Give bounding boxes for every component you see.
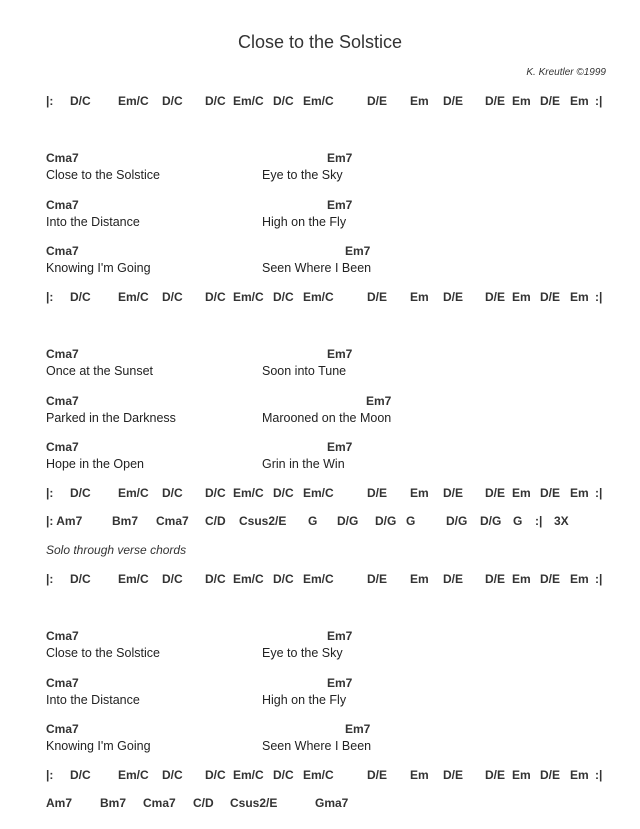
chord-label: :| bbox=[595, 768, 603, 782]
chord-label: G bbox=[308, 514, 318, 528]
lyric-right: Seen Where I Been bbox=[262, 261, 372, 275]
verse-chord-left: Cma7 bbox=[46, 393, 79, 408]
page-title: Close to the Solstice bbox=[237, 32, 403, 52]
chord-label: Em bbox=[512, 486, 531, 500]
chord-label: Bm7 bbox=[112, 514, 139, 528]
lyric-left: Parked in the Darkness bbox=[46, 410, 176, 425]
chord-label: G bbox=[513, 514, 523, 528]
chord-label: D/E bbox=[367, 290, 388, 304]
chord-label: D/E bbox=[367, 486, 388, 500]
chord-label: D/C bbox=[273, 94, 294, 108]
chord-label: Bm7 bbox=[100, 796, 127, 810]
chord-label: D/C bbox=[70, 572, 91, 586]
chord-label: D/C bbox=[273, 290, 294, 304]
chord-progression-row bbox=[0, 768, 640, 784]
chord-label: D/C bbox=[70, 486, 91, 500]
lyric-left: Into the Distance bbox=[46, 692, 140, 707]
verse-chord-left: Cma7 bbox=[46, 347, 79, 361]
chord-label: D/E bbox=[540, 290, 561, 304]
chord-label: :| bbox=[595, 290, 603, 304]
chord-label: D/E bbox=[367, 572, 388, 586]
chord-label: G bbox=[406, 514, 416, 528]
chord-label: 3X bbox=[554, 514, 569, 528]
verse-chord-left: Cma7 bbox=[46, 244, 79, 258]
chord-progression-row bbox=[0, 290, 640, 306]
chord-label: Em/C bbox=[233, 94, 264, 108]
chord-label: D/C bbox=[205, 486, 226, 500]
chord-label: D/G bbox=[480, 514, 502, 528]
verse-chord-right: Em7 bbox=[366, 393, 392, 408]
chord-label: D/E bbox=[485, 486, 506, 500]
lyric-left: Hope in the Open bbox=[46, 457, 144, 471]
chord-label: Em bbox=[570, 572, 589, 586]
chord-label: D/E bbox=[485, 572, 506, 586]
lyric-left: Knowing I'm Going bbox=[46, 261, 151, 275]
chord-label: :| bbox=[595, 572, 603, 586]
lyric-left: Knowing I'm Going bbox=[46, 739, 151, 753]
chord-label: Em bbox=[410, 572, 429, 586]
lyric-right: Eye to the Sky bbox=[262, 168, 343, 182]
chord-label: Em/C bbox=[303, 290, 334, 304]
chord-label: Em bbox=[512, 290, 531, 304]
chord-label: D/E bbox=[540, 768, 561, 782]
chord-label: D/C bbox=[162, 486, 183, 500]
chord-label: Em bbox=[570, 486, 589, 500]
lyric-right: High on the Fly bbox=[262, 214, 347, 229]
lyric-left: Once at the Sunset bbox=[46, 364, 154, 378]
chord-label: D/E bbox=[443, 486, 464, 500]
chord-label: D/C bbox=[70, 94, 91, 108]
chord-label: Cma7 bbox=[156, 514, 189, 528]
chord-label: Em bbox=[512, 768, 531, 782]
chord-label: D/G bbox=[375, 514, 397, 528]
verse-chord-right: Em7 bbox=[327, 347, 353, 361]
chord-label: |: bbox=[46, 572, 54, 586]
bridge-chord-row bbox=[0, 514, 640, 530]
lyric-right: Grin in the Win bbox=[262, 457, 345, 471]
verse-chord-left: Cma7 bbox=[46, 722, 79, 736]
verse-chord-right: Em7 bbox=[327, 151, 353, 165]
chord-label: D/E bbox=[485, 94, 506, 108]
chord-label: D/C bbox=[162, 94, 183, 108]
chord-label: D/E bbox=[540, 572, 561, 586]
ending-chord-row bbox=[0, 796, 640, 812]
chord-label: D/C bbox=[205, 290, 226, 304]
chord-label: Em/C bbox=[303, 486, 334, 500]
chord-label: Em bbox=[410, 486, 429, 500]
chord-label: D/C bbox=[162, 768, 183, 782]
verse-chord-right: Em7 bbox=[345, 244, 371, 258]
chord-label: |: bbox=[46, 290, 54, 304]
chord-label: Cma7 bbox=[143, 796, 176, 810]
chord-label: Em bbox=[410, 290, 429, 304]
chord-label: D/C bbox=[162, 290, 183, 304]
chord-label: D/E bbox=[485, 290, 506, 304]
verse-chord-right: Em7 bbox=[345, 722, 371, 736]
verse-chord-left: Cma7 bbox=[46, 440, 79, 454]
chord-label: Em/C bbox=[118, 572, 149, 586]
chord-label: |: bbox=[46, 486, 54, 500]
verse-chord-left: Cma7 bbox=[46, 675, 79, 690]
lyric-right: Soon into Tune bbox=[262, 364, 347, 378]
chord-label: Em/C bbox=[233, 572, 264, 586]
chord-label: D/E bbox=[485, 768, 506, 782]
verse-chord-left: Cma7 bbox=[46, 629, 79, 643]
chord-label: Em bbox=[570, 768, 589, 782]
chord-label: D/C bbox=[205, 572, 226, 586]
lyric-right: Eye to the Sky bbox=[262, 646, 343, 660]
lyric-left: Close to the Solstice bbox=[46, 168, 160, 182]
lyric-left: Into the Distance bbox=[46, 214, 140, 229]
chord-label: D/E bbox=[443, 94, 464, 108]
chord-label: D/E bbox=[443, 572, 464, 586]
verse-chord-right: Em7 bbox=[327, 629, 353, 643]
chord-label: D/C bbox=[273, 486, 294, 500]
chord-label: Em/C bbox=[233, 768, 264, 782]
chord-label: D/E bbox=[367, 768, 388, 782]
chord-label: :| bbox=[595, 486, 603, 500]
chord-label: :| bbox=[595, 94, 603, 108]
chord-label: Em/C bbox=[303, 768, 334, 782]
chord-label: Em bbox=[570, 94, 589, 108]
chord-label: Em/C bbox=[118, 486, 149, 500]
chord-progression-row bbox=[0, 486, 640, 502]
chord-label: |: bbox=[46, 94, 54, 108]
chord-label: D/G bbox=[446, 514, 468, 528]
chord-label: Em/C bbox=[303, 94, 334, 108]
chord-label: C/D bbox=[193, 796, 214, 810]
chord-label: |: bbox=[46, 768, 54, 782]
chord-label: Csus2/E bbox=[239, 514, 287, 528]
chord-label: D/C bbox=[273, 572, 294, 586]
verse-chord-left: Cma7 bbox=[46, 151, 79, 165]
chord-label: Em/C bbox=[118, 768, 149, 782]
chord-label: Gma7 bbox=[315, 796, 349, 810]
solo-note: Solo through verse chords bbox=[46, 543, 187, 557]
chord-label: D/C bbox=[205, 768, 226, 782]
chord-label: Am7 bbox=[46, 796, 73, 810]
chord-progression-row bbox=[0, 572, 640, 588]
chord-label: D/C bbox=[70, 290, 91, 304]
chord-label: C/D bbox=[205, 514, 226, 528]
lyric-right: Seen Where I Been bbox=[262, 739, 372, 753]
chord-label: D/C bbox=[162, 572, 183, 586]
chord-label: D/C bbox=[273, 768, 294, 782]
chord-label: :| bbox=[535, 514, 543, 528]
chord-label: D/E bbox=[443, 768, 464, 782]
lyric-right: High on the Fly bbox=[262, 692, 347, 707]
copyright-credit: K. Kreutler ©1999 bbox=[526, 67, 606, 78]
lyric-left: Close to the Solstice bbox=[46, 646, 160, 660]
chord-label: Em/C bbox=[118, 94, 149, 108]
verse-chord-left: Cma7 bbox=[46, 197, 79, 212]
chord-label: D/G bbox=[337, 514, 359, 528]
chord-label: D/E bbox=[367, 94, 388, 108]
chord-label: Em bbox=[512, 572, 531, 586]
chord-progression-row bbox=[0, 94, 640, 110]
chord-label: Em/C bbox=[118, 290, 149, 304]
chord-label: Em/C bbox=[303, 572, 334, 586]
chord-label: Em/C bbox=[233, 486, 264, 500]
chord-label: Em bbox=[512, 94, 531, 108]
chord-label: Em bbox=[410, 768, 429, 782]
lyric-right: Marooned on the Moon bbox=[262, 410, 392, 425]
chord-label: D/E bbox=[443, 290, 464, 304]
chord-label: D/C bbox=[70, 768, 91, 782]
chord-label: D/C bbox=[205, 94, 226, 108]
chord-label: Em bbox=[570, 290, 589, 304]
chord-label: Em bbox=[410, 94, 429, 108]
verse-chord-right: Em7 bbox=[327, 197, 353, 212]
chord-label: Em/C bbox=[233, 290, 264, 304]
chord-label: D/E bbox=[540, 486, 561, 500]
chord-label: D/E bbox=[540, 94, 561, 108]
chord-label: |: Am7 bbox=[46, 514, 83, 528]
verse-chord-right: Em7 bbox=[327, 675, 353, 690]
chord-label: Csus2/E bbox=[230, 796, 278, 810]
verse-chord-right: Em7 bbox=[327, 440, 353, 454]
